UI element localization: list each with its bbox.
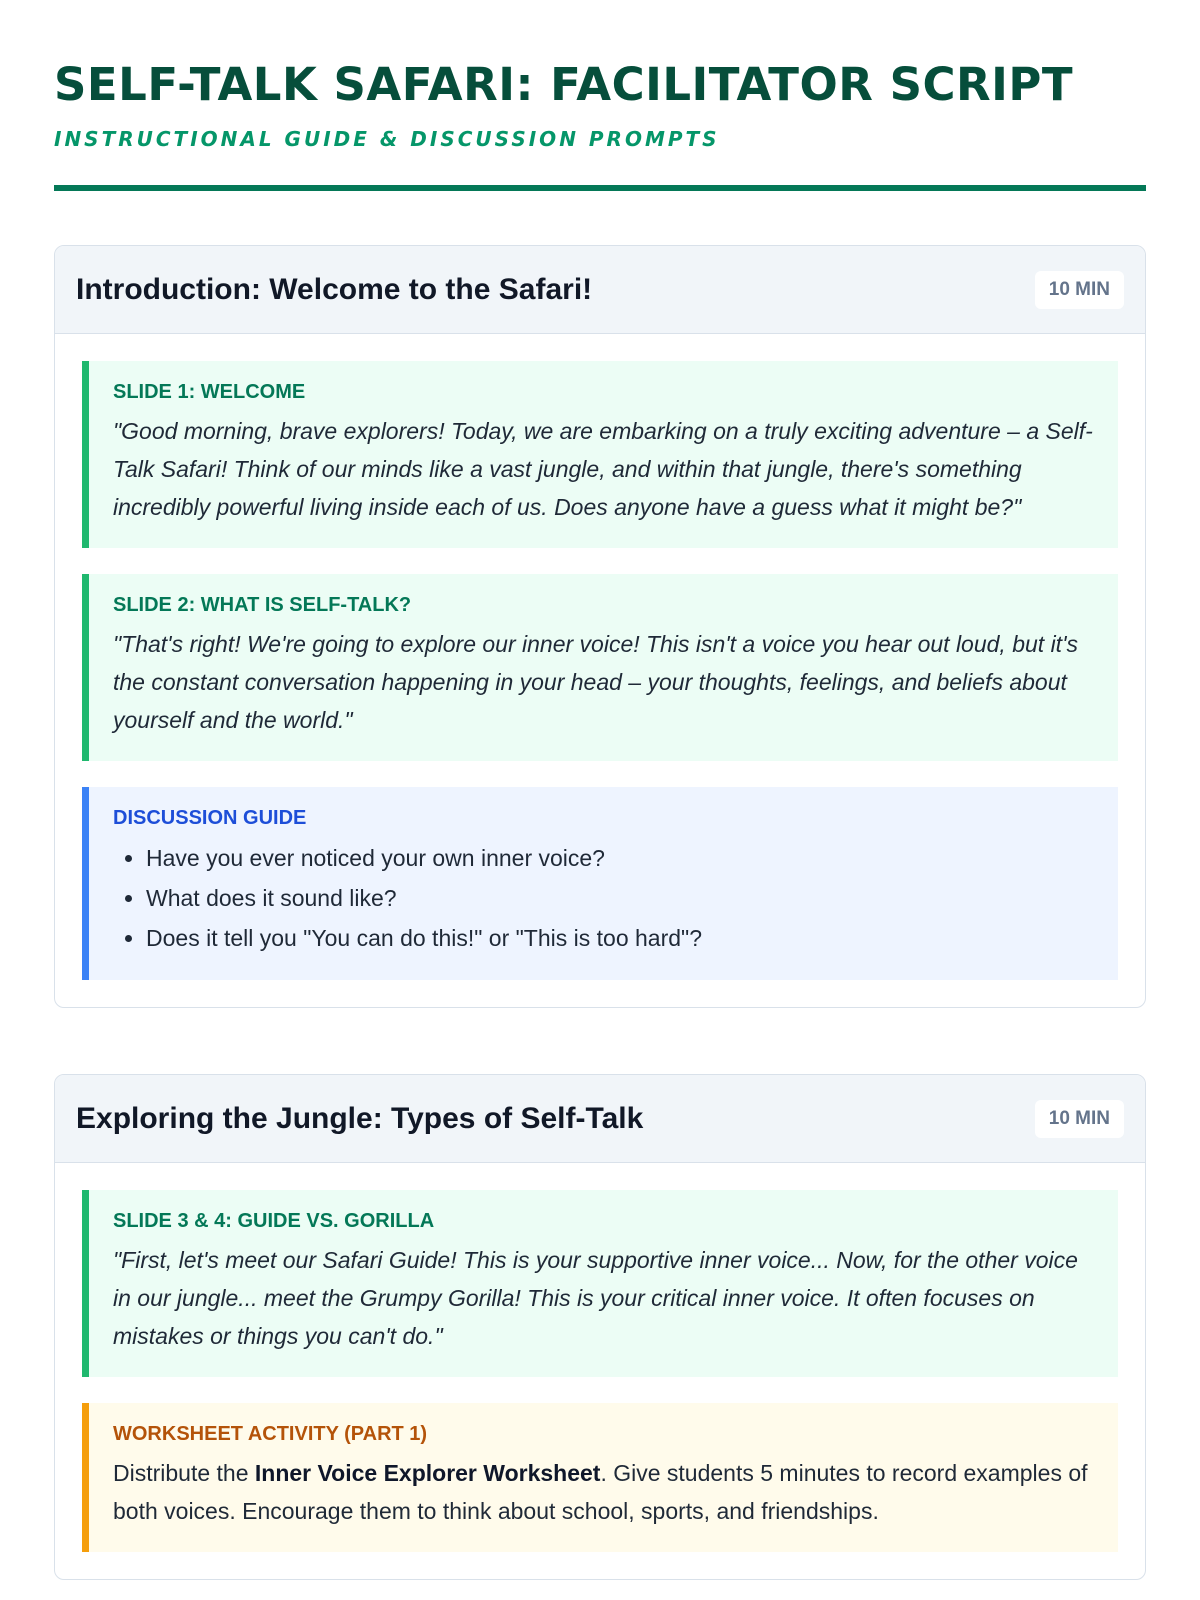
worksheet-instructions — [113, 1454, 1094, 1530]
slide-label: SLIDE 2: WHAT IS SELF-TALK? — [113, 594, 412, 616]
section-body — [55, 1163, 1145, 1579]
section-introduction — [54, 245, 1146, 1008]
instruction-text: Distribute the — [113, 1460, 255, 1486]
page-title: SELF-TALK SAFARI: FACILITATOR SCRIPT — [54, 58, 1074, 111]
section-header — [55, 1075, 1145, 1163]
section-exploring-jungle — [54, 1074, 1146, 1580]
script-quote: "Good morning, brave explorers! Today, we are embarking on a truly exciting adventure – a Self-Talk Safari! Think of our minds like a vast jungle, and within that jungle, there's something incredibly powerful living inside each of us. Does anyone have a guess what it might be?" — [113, 418, 1093, 520]
page-subtitle: INSTRUCTIONAL GUIDE & DISCUSSION PROMPTS — [54, 127, 720, 151]
worksheet-label: WORKSHEET ACTIVITY (PART 1) — [113, 1423, 428, 1445]
list-item: • Have you ever noticed your own inner voice? — [146, 838, 1094, 878]
list-item: • Does it tell you "You can do this!" or "This is too hard"? — [146, 918, 1094, 958]
worksheet-name: Inner Voice Explorer Worksheet — [254, 1460, 601, 1486]
worksheet-activity-block — [82, 1403, 1118, 1552]
section-header — [55, 246, 1145, 334]
slide-label: SLIDE 1: WELCOME — [113, 381, 306, 403]
duration-badge: 10 MIN — [1035, 271, 1124, 309]
header-divider — [54, 185, 1146, 191]
slide-script-block — [82, 1190, 1118, 1377]
discussion-guide-block — [82, 787, 1118, 980]
instruction-text: . Give students 5 minutes to record examples of both voices. Encourage them to think about school, sports, and friendships. — [113, 1460, 1088, 1524]
duration-badge: 10 MIN — [1035, 1100, 1124, 1138]
discussion-label: DISCUSSION GUIDE — [113, 807, 307, 829]
script-quote: "First, let's meet our Safari Guide! This is your supportive inner voice... Now, for the other voice in our jungle... meet the Grumpy Gorilla! This is your critical inner voice. It often focuses on mistakes or things you can't do." — [113, 1247, 1078, 1349]
discussion-list — [113, 838, 1094, 958]
slide-script-block — [82, 574, 1118, 761]
slide-label: SLIDE 3 & 4: GUIDE VS. GORILLA — [113, 1210, 435, 1232]
slide-script-block — [82, 361, 1118, 548]
section-title: Introduction: Welcome to the Safari! — [76, 272, 593, 306]
section-title: Exploring the Jungle: Types of Self-Talk — [76, 1101, 644, 1135]
list-item: • What does it sound like? — [146, 878, 1094, 918]
section-body — [55, 334, 1145, 1007]
script-quote: "That's right! We're going to explore our inner voice! This isn't a voice you hear out loud, but it's the constant conversation happening in your head – your thoughts, feelings, and beliefs about yourself and the world." — [113, 631, 1078, 733]
